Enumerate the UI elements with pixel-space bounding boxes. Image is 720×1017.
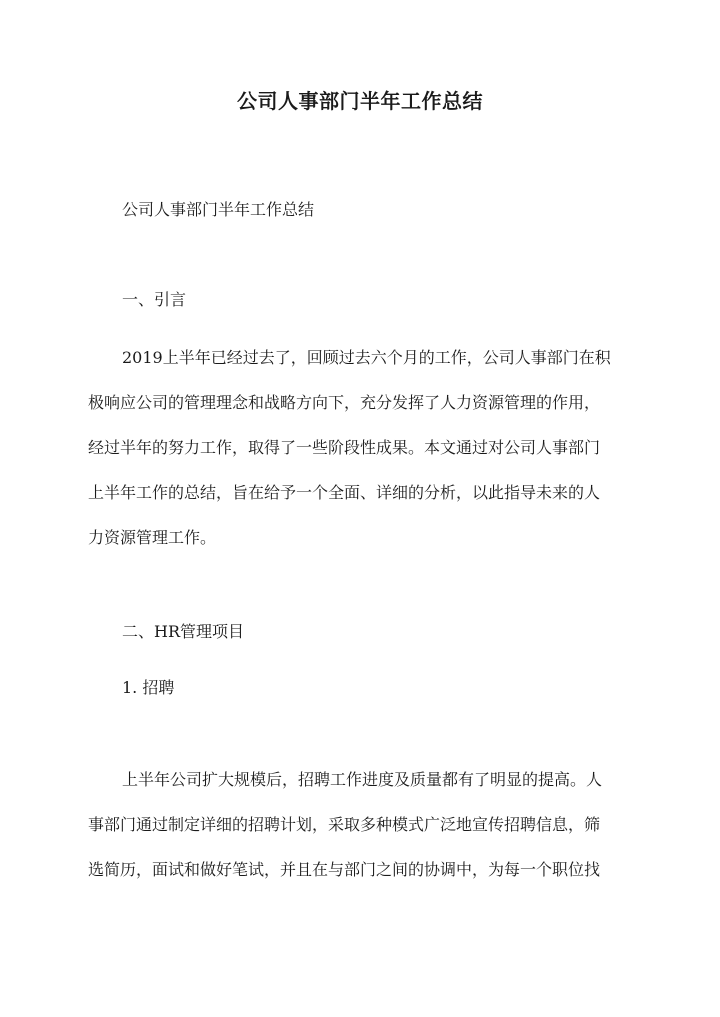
paragraph-line: 经过半年的努力工作，取得了一些阶段性成果。本文通过对公司人事部门 (88, 438, 601, 457)
document-subtitle: 公司人事部门半年工作总结 (122, 200, 315, 219)
subsection-heading-recruitment: 1. 招聘 (122, 678, 175, 697)
recruitment-paragraph (88, 768, 636, 903)
intro-paragraph (88, 346, 636, 571)
document-title: 公司人事部门半年工作总结 (237, 89, 483, 113)
paragraph-line: 上半年公司扩大规模后，招聘工作进度及质量都有了明显的提高。人 (122, 770, 603, 789)
paragraph-line: 事部门通过制定详细的招聘计划，采取多种模式广泛地宣传招聘信息，筛 (88, 815, 601, 834)
paragraph-line: 极响应公司的管理理念和战略方向下，充分发挥了人力资源管理的作用， (88, 393, 601, 412)
paragraph-line: 力资源管理工作。 (88, 528, 217, 547)
paragraph-line: 选简历，面试和做好笔试，并且在与部门之间的协调中，为每一个职位找 (88, 860, 601, 879)
paragraph-line: 上半年工作的总结，旨在给予一个全面、详细的分析，以此指导未来的人 (88, 483, 601, 502)
section-heading-intro: 一、引言 (122, 290, 187, 309)
section-heading-hr: 二、HR管理项目 (122, 622, 245, 641)
paragraph-line: 2019上半年已经过去了，回顾过去六个月的工作，公司人事部门在积 (122, 348, 611, 367)
